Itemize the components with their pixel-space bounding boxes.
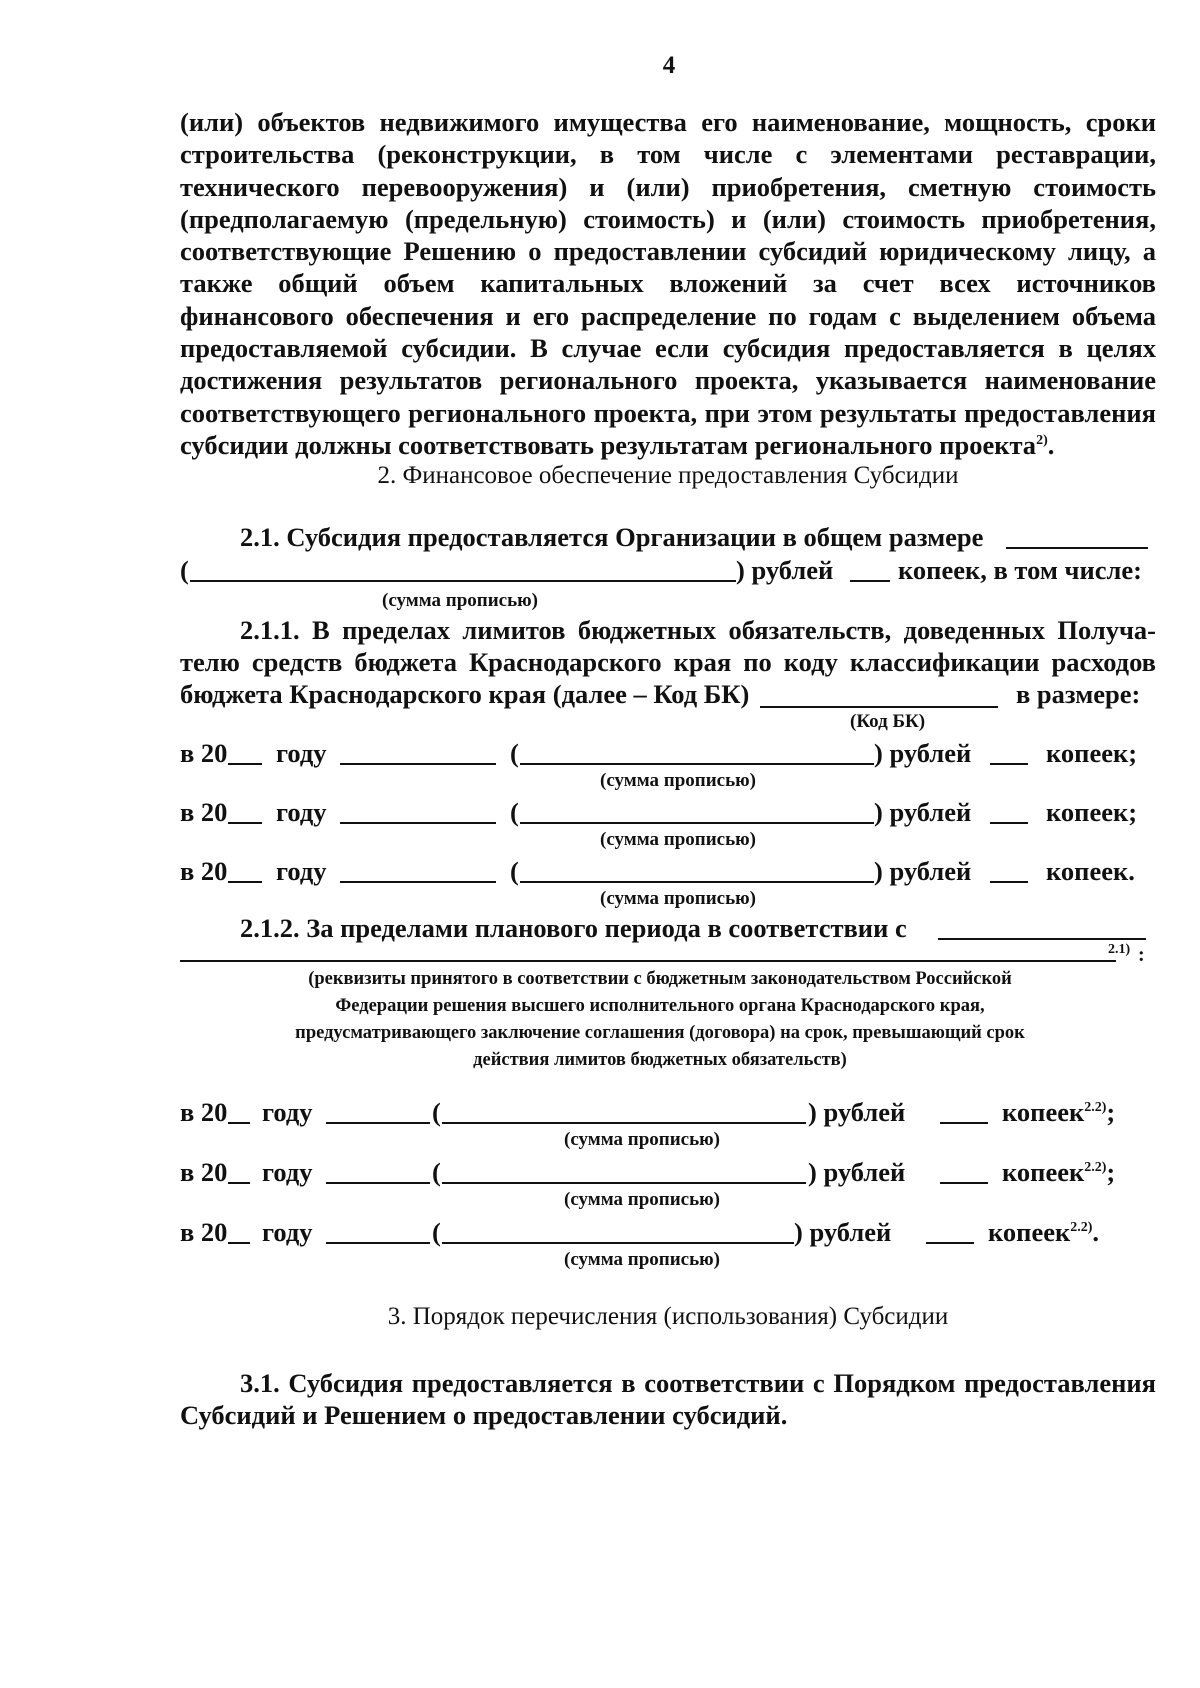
year-row-6-kop (988, 1217, 1099, 1248)
year-row-1-kop: копеек; (1046, 738, 1138, 768)
intro-paragraph-end: . (1047, 429, 1055, 460)
year-row-5-footnote: 2.2) (1084, 1160, 1107, 1176)
clause-2-1-rub: ) рублей (736, 555, 834, 585)
year-row-1-note: (сумма прописью) (600, 770, 756, 791)
year-row-1-word: году (276, 738, 327, 768)
year-row-4-rub: ) рублей (808, 1097, 906, 1127)
year-row-2-kop: копеек; (1046, 797, 1138, 827)
year-row-3-kop-blank (990, 881, 1028, 883)
intro-paragraph (180, 106, 1156, 461)
year-row-4-paren: ( (432, 1097, 441, 1127)
year-row-4-end: ; (1106, 1097, 1116, 1127)
year-row-2-prefix: в 20 (180, 797, 228, 827)
year-row-2-year-blank (228, 822, 262, 824)
kod-bk-blank (760, 706, 998, 708)
intro-paragraph-text: (или) объектов недвижимого имущества его наименование, мощность, сроки строительства (реконструкции, в том числе с элементами реставрации, технического перевооружения) и (или) приобретения, сметную стоимость (предполагаемую (предельную) стоимость) и (или) стоимость приобретения, соответствующие Решению о предоставлении субсидий юридическому лицу, а также общий объем капитальных вложений за счет всех источников финансового обеспечения и его распределение по годам с выделением объема предоставляемой субсидии. В случае если субсидия предоставляется в целях достижения результатов регионального проекта, указывается наименование соответствующего регионального проекта, при этом результаты предоставления субсидии должны соответствовать результатам регионального проекта (180, 107, 1156, 460)
year-row-6-prefix: в 20 (180, 1217, 228, 1247)
year-row-3-words-blank (520, 881, 874, 883)
year-row-6-footnote: 2.2) (1070, 1220, 1093, 1236)
section-3-title: 3. Порядок перечисления (использования) Субсидии (387, 1303, 949, 1330)
year-row-6-kop-blank (926, 1242, 974, 1244)
year-row-6-paren: ( (432, 1217, 441, 1247)
year-row-4-kop-word: копеек (1002, 1097, 1085, 1127)
year-row-2-word: году (276, 797, 327, 827)
year-row-5-end: ; (1106, 1157, 1116, 1187)
year-row-3-kop: копеек. (1046, 856, 1135, 886)
year-row-3-paren: ( (510, 856, 519, 886)
clause-2-1-1-line2: телю средств бюджета Краснодарского края по коду классификации расходов (180, 647, 1156, 677)
year-row-1-year-blank (228, 763, 262, 765)
year-row-5-prefix: в 20 (180, 1157, 228, 1187)
requisites-note: (реквизиты принятого в соответствии с бюджетным законодательством Российской Федерации решения высшего исполнительного органа Краснодарского края, предусматривающего заключение соглашения (договора) на срок, превышающий срок действия лимитов бюджетных обязательств) (295, 969, 1025, 1070)
year-row-4-year-blank (228, 1122, 250, 1124)
sum-words-blank (190, 580, 736, 582)
year-row-2-amount-blank (340, 822, 496, 824)
year-row-5-kop-word: копеек (1002, 1157, 1085, 1187)
clause-2-1-2-blank-1 (938, 938, 1146, 940)
year-row-5-kop (1002, 1157, 1115, 1188)
year-row-6-amount-blank (326, 1242, 430, 1244)
year-row-1-rub: ) рублей (874, 738, 972, 768)
clause-2-1-2-blank-2 (180, 960, 1116, 962)
year-row-6-rub: ) рублей (794, 1217, 892, 1247)
clause-2-1-text: 2.1. Субсидия предоставляется Организации в общем размере (240, 522, 984, 552)
year-row-1-words-blank (520, 763, 874, 765)
clause-2-1-2-colon: : (1138, 944, 1145, 966)
year-row-4-kop (1002, 1097, 1115, 1128)
clause-3-1-text: 3.1. Субсидия предоставляется в соответствии с Порядком предоставления Субсидий и Решением о предоставлении субсидий. (180, 1368, 1156, 1431)
year-row-1-amount-blank (340, 763, 496, 765)
year-row-2-words-blank (520, 822, 874, 824)
year-row-6-end: . (1092, 1217, 1100, 1247)
year-row-2-paren: ( (510, 797, 519, 827)
year-row-4-words-blank (442, 1122, 806, 1124)
year-row-3-prefix: в 20 (180, 856, 228, 886)
year-row-4-footnote: 2.2) (1084, 1100, 1107, 1116)
year-row-5-year-blank (228, 1182, 250, 1184)
year-row-4-prefix: в 20 (180, 1097, 228, 1127)
year-row-2-note: (сумма прописью) (600, 829, 756, 850)
year-row-3-rub: ) рублей (874, 856, 972, 886)
year-row-5-rub: ) рублей (808, 1157, 906, 1187)
year-row-5-word: году (262, 1157, 313, 1187)
page-number: 4 (662, 52, 676, 79)
year-row-3-amount-blank (340, 881, 496, 883)
clause-2-1-kop: копеек, в том числе: (898, 555, 1142, 585)
year-row-6-word: году (262, 1217, 313, 1247)
year-row-3-word: году (276, 856, 327, 886)
year-row-3-note: (сумма прописью) (600, 888, 756, 909)
clause-2-1-1-line1: 2.1.1. В пределах лимитов бюджетных обязательств, доведенных Получа- (240, 615, 1156, 645)
clause-2-1-1-line3: бюджета Краснодарского края (далее – Код БК) (180, 679, 750, 709)
year-row-5-words-blank (442, 1182, 806, 1184)
year-row-4-note: (сумма прописью) (564, 1129, 720, 1150)
sum-words-note: (сумма прописью) (382, 590, 538, 611)
year-row-1-kop-blank (990, 763, 1028, 765)
year-row-4-word: году (262, 1097, 313, 1127)
year-row-2-kop-blank (990, 822, 1028, 824)
footnote-ref-2-1: 2.1) (1108, 942, 1131, 957)
clause-2-1-1-size: в размере: (1016, 679, 1141, 709)
year-row-3-year-blank (228, 881, 262, 883)
year-row-6-year-blank (228, 1242, 250, 1244)
year-row-6-note: (сумма прописью) (564, 1249, 720, 1270)
year-row-4-amount-blank (326, 1122, 430, 1124)
clause-2-1-open-paren: ( (180, 555, 189, 585)
clause-2-1-2-text: 2.1.2. За пределами планового периода в соответствии с (240, 913, 907, 943)
year-row-5-paren: ( (432, 1157, 441, 1187)
year-row-5-amount-blank (326, 1182, 430, 1184)
year-row-6-words-blank (442, 1242, 794, 1244)
year-row-5-note: (сумма прописью) (564, 1189, 720, 1210)
year-row-1-paren: ( (510, 738, 519, 768)
section-2-title: 2. Финансовое обеспечение предоставления Субсидии (377, 462, 959, 489)
year-row-6-kop-word: копеек (988, 1217, 1071, 1247)
amount-blank (1006, 547, 1148, 549)
kod-bk-note: (Код БК) (850, 711, 926, 732)
year-row-2-rub: ) рублей (874, 797, 972, 827)
year-row-4-kop-blank (940, 1122, 988, 1124)
kop-blank (850, 580, 890, 582)
year-row-1-prefix: в 20 (180, 738, 228, 768)
year-row-5-kop-blank (940, 1182, 988, 1184)
footnote-ref-2: 2) (1036, 433, 1048, 449)
